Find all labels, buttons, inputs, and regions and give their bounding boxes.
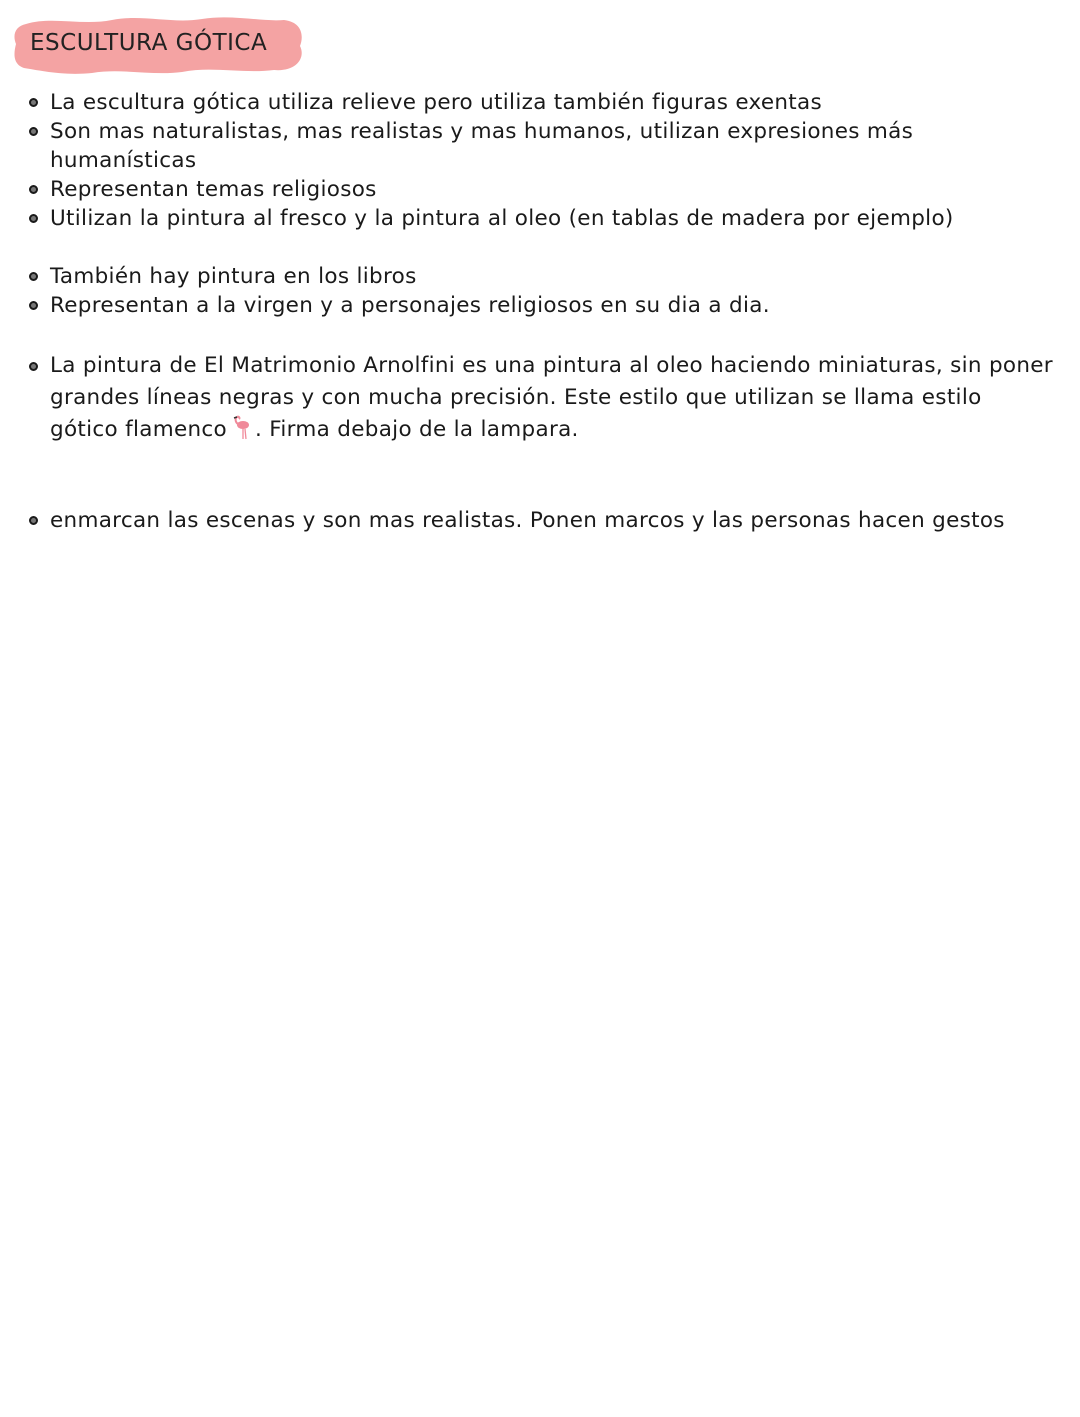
- bullet-icon: [29, 214, 38, 223]
- page-title: ESCULTURA GÓTICA: [30, 30, 268, 56]
- bullet-icon: [29, 272, 38, 281]
- bullet-icon: [29, 362, 38, 371]
- list-item: [50, 175, 1055, 204]
- note-text: La pintura de El Matrimonio Arnolfini es una pintura al oleo haciendo miniaturas, sin poner grandes líneas negras y con mucha precisión. Este estilo que utilizan se llama estilo gótico flamenco: [50, 353, 1053, 442]
- bullet-icon: [29, 516, 38, 525]
- bullet-icon: [29, 98, 38, 107]
- bullet-icon: [29, 301, 38, 310]
- flamingo-icon: [231, 414, 253, 440]
- list-item: [50, 506, 1055, 535]
- list-item: [50, 291, 1055, 320]
- title-highlight: [12, 14, 304, 76]
- list-item: [50, 117, 1055, 175]
- bullet-icon: [29, 185, 38, 194]
- bullet-icon: [29, 127, 38, 136]
- list-item: [50, 350, 1055, 446]
- list-item: [50, 262, 1055, 291]
- list-item: [50, 204, 1055, 233]
- note-text: Representan a la virgen y a personajes religiosos en su dia a dia.: [50, 293, 770, 318]
- note-text: enmarcan las escenas y son mas realistas. Ponen marcos y las personas hacen gestos: [50, 508, 1005, 533]
- note-text: Son mas naturalistas, mas realistas y mas humanos, utilizan expresiones más humanísticas: [50, 119, 914, 173]
- note-text: También hay pintura en los libros: [50, 264, 417, 289]
- note-text: Representan temas religiosos: [50, 177, 377, 202]
- note-text-end: . Firma debajo de la lampara.: [255, 417, 579, 442]
- list-item: [50, 88, 1055, 117]
- note-text: Utilizan la pintura al fresco y la pintura al oleo (en tablas de madera por ejemplo): [50, 206, 954, 231]
- note-text: La escultura gótica utiliza relieve pero utiliza también figuras exentas: [50, 90, 822, 115]
